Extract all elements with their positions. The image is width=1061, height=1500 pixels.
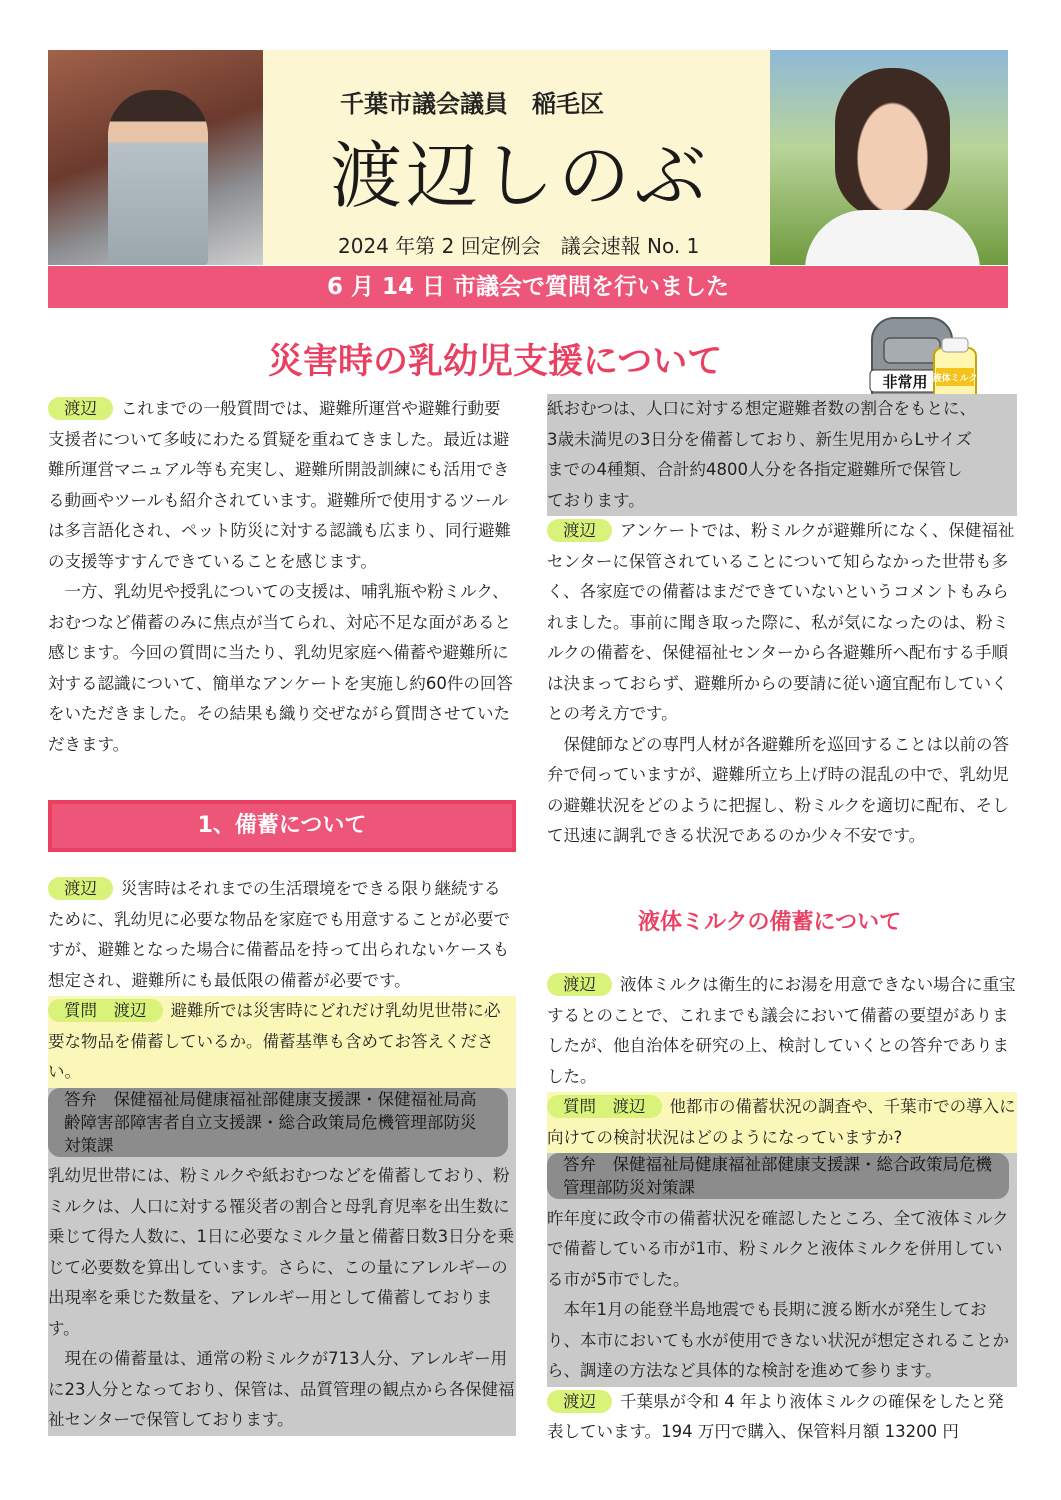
left-section-1 <box>48 874 516 1436</box>
answer-2 <box>547 1153 1017 1387</box>
question-tag: 質問 渡辺 <box>547 1095 662 1118</box>
sub-heading-liquid-milk: 液体ミルクの備蓄について <box>638 910 902 935</box>
speaker-tag: 渡辺 <box>547 519 612 542</box>
portrait-body <box>805 210 980 265</box>
speaker-tag: 渡辺 <box>547 1390 612 1413</box>
answer-1-paragraph-2: 現在の備蓄量は、通常の粉ミルクが713人分、アレルギー用に23人分となっており、保管は、品質管理の観点から各保健福祉センターで保管しております。 <box>48 1349 515 1429</box>
right-column <box>547 394 1017 852</box>
main-title: 災害時の乳幼児支援について <box>268 342 723 382</box>
answer-2-paragraph-2: 本年1月の能登半島地震でも長期に渡る断水が発生しており、本市においても水が使用できない状況が想定されることから、調達の方法など具体的な検討を進めて参ります。 <box>547 1300 1009 1380</box>
s1-text: 災害時はそれまでの生活環境をできる限り継続するために、乳幼児に必要な物品を家庭でも用意することが必要ですが、避難となった場合に備蓄品を持って出られないケースも想定され、避難所にも最低限の備蓄が必要です。 <box>48 879 510 990</box>
left-intro <box>48 394 516 760</box>
header-subtitle: 千葉市議会議員 稲毛区 <box>340 90 604 118</box>
date-banner: 6 月 14 日 市議会で質問を行いました <box>48 266 1008 308</box>
header-name: 渡辺しのぶ <box>330 134 711 218</box>
answer-1-paragraph <box>48 1088 516 1345</box>
header-issue: 2024 年第 2 回定例会 議会速報 No. 1 <box>338 234 700 258</box>
answer-1-text: 乳幼児世帯には、粉ミルクや紙おむつなどを備蓄しており、粉ミルクは、人口に対する罹災者の割合と母乳育児率を出生数に乗じて得た人数に、1日に必要なミルク量と備蓄日数3日分を乗じて必要数を算出しています。さらに、この量にアレルギーの出現率を乗じた数量を、アレルギー用として備蓄しております。 <box>48 1166 515 1338</box>
r2-paragraph <box>547 970 1017 1092</box>
portrait-photo <box>770 50 1008 265</box>
answer-2-text: 昨年度に政令市の備蓄状況を確認したところ、全て液体ミルクで備蓄している市が1市、粉ミルクと液体ミルクを併用している市が5市でした。 <box>547 1208 1009 1289</box>
question-2 <box>547 1092 1017 1153</box>
section-heading-stockpile: 1、備蓄について <box>48 800 516 852</box>
s1-paragraph <box>48 874 516 996</box>
answer-1 <box>48 1088 516 1436</box>
r1-text: アンケートでは、粉ミルクが避難所になく、保健福祉センターに保管されていることについて知らなかった世帯も多く、各家庭での備蓄はまだできていないというコメントもみられました。事前に聞き取った際に、私が気になったのは、粉ミルクの備蓄を、保健福祉センターから各避難所へ配布する手順は決まっておらず、避難所からの要請に従い適宜配布していくとの考え方です。 <box>547 521 1015 723</box>
answer-1-continued: 紙おむつは、人口に対する想定避難者数の割合をもとに、3歳未満児の3日分を備蓄しており、新生児用からLサイズまでの4種類、合計約4800人分を各指定避難所で保管しております。 <box>547 394 1017 516</box>
intro-text-1: これまでの一般質問では、避難所運営や避難行動要支援者について多岐にわたる質疑を重ねてきました。最近は避難所運営マニュアル等も充実し、避難所開設訓練にも活用できる動画やツールも紹介されています。避難所で使用するツールは多言語化され、ペット防災に対する認識も広まり、同行避難の支援等すすんできていることを感じます。 <box>48 399 511 571</box>
question-2-text: 他都市の備蓄状況の調査や、千葉市での導入に向けての検討状況はどのようになっていますか? <box>547 1097 1016 1147</box>
question-tag: 質問 渡辺 <box>48 999 163 1022</box>
speaker-figure <box>108 90 208 265</box>
speaker-tag: 渡辺 <box>547 973 612 996</box>
speaker-tag: 渡辺 <box>48 397 113 420</box>
intro-paragraph-1 <box>48 394 516 577</box>
r2-text: 液体ミルクは衛生的にお湯を用意できない場合に重宝するとのことで、これまでも議会において備蓄の要望がありましたが、他自治体を研究の上、検討していくとの答弁でありました。 <box>547 975 1016 1086</box>
emergency-label: 非常用 <box>882 373 928 391</box>
question-1 <box>48 996 516 1088</box>
speaker-tag: 渡辺 <box>48 877 113 900</box>
r3-paragraph <box>547 1387 1017 1448</box>
answer-2-paragraph <box>547 1153 1017 1295</box>
answer-tag: 答弁 保健福祉局健康福祉部健康支援課・総合政策局危機管理部防災対策課 <box>547 1153 1009 1199</box>
milk-label: 液体ミルク <box>932 374 978 384</box>
intro-paragraph-2: 一方、乳幼児や授乳についての支援は、哺乳瓶や粉ミルク、おむつなど備蓄のみに焦点が当てられ、対応不足な面があると感じます。今回の質問に当たり、乳幼児家庭へ備蓄や避難所に対する認識について、簡単なアンケートを実施し約60件の回答をいただきました。その結果も織り交ぜながら質問させていただきます。 <box>48 582 513 754</box>
portrait-face <box>835 68 950 218</box>
r1-paragraph-2: 保健師などの専門人材が各避難所を巡回することは以前の答弁で伺っていますが、避難所立ち上げ時の混乱の中で、乳幼児の避難状況をどのように把握し、粉ミルクを適切に配布、そして迅速に調乳できる状況であるのか少々不安です。 <box>547 734 1009 845</box>
question-1-text: 避難所では災害時にどれだけ乳幼児世帯に必要な物品を備蓄しているか。備蓄基準も含めてお答えください。 <box>48 1001 501 1081</box>
answer-tag: 答弁 保健福祉局健康福祉部健康支援課・保健福祉局高齢障害部障害者自立支援課・総合政策局危機管理部防災対策課 <box>48 1088 508 1157</box>
photo-speaking-at-podium <box>48 50 263 265</box>
right-section-2 <box>547 970 1017 1448</box>
r1-paragraph <box>547 516 1017 730</box>
r3-text: 千葉県が令和 4 年より液体ミルクの確保をしたと発表しています。194 万円で購入、保管料月額 13200 円 <box>547 1391 1004 1441</box>
